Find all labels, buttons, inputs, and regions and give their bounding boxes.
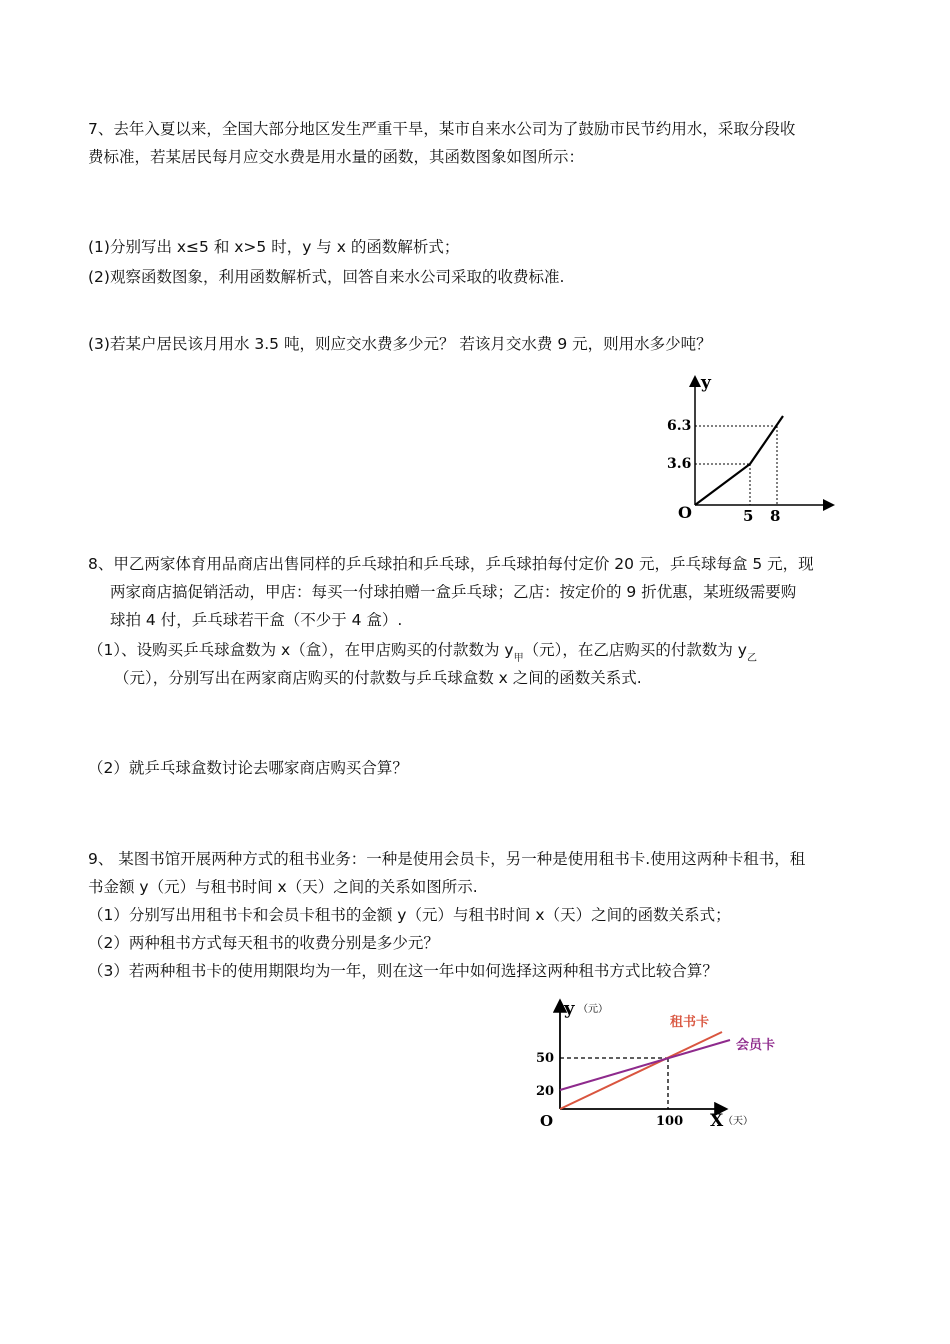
q7-part1: (1)分别写出 x≤5 和 x>5 时，y 与 x 的函数解析式；: [88, 238, 460, 256]
q7-stem-line2: 费标准，若某居民每月应交水费是用水量的函数，其函数图象如图所示：: [88, 148, 585, 166]
q7-part2: (2)观察函数图象，利用函数解析式，回答自来水公司采取的收费标准.: [88, 268, 565, 286]
q9-label-rental-card: 租书卡: [670, 1015, 710, 1030]
q9-ytick-50: 50: [536, 1051, 555, 1066]
q8-stem-line2: 两家商店搞促销活动，甲店：每买一付球拍赠一盒乒乓球；乙店：按定价的 9 折优惠，某班级需要购: [110, 583, 797, 601]
q9-line-rental-card: [560, 1032, 722, 1109]
q8-subscript-yi: 乙: [746, 653, 757, 664]
q9-part3: （3）若两种租书卡的使用期限均为一年，则在这一年中如何选择这两种租书方式比较合算？: [88, 962, 718, 980]
q7-water-fee-graph: [660, 368, 850, 528]
q8-part1-cont: （元），分别写出在两家商店购买的付款数与乒乓球盒数 x 之间的函数关系式.: [114, 669, 642, 687]
q9-part1: （1）分别写出用租书卡和会员卡租书的金额 y（元）与租书时间 x（天）之间的函数关系式；: [88, 906, 731, 924]
q9-line-member-card: [560, 1040, 730, 1090]
q9-stem-line1: 9、 某图书馆开展两种方式的租书业务：一种是使用会员卡，另一种是使用租书卡.使用这两种卡租书，租: [88, 850, 806, 868]
q8-stem-line1: 8、甲乙两家体育用品商店出售同样的乒乓球拍和乒乓球，乒乓球拍每付定价 20 元，乒乓球每盒 5 元，现: [88, 555, 814, 573]
q7-origin-label: O: [678, 503, 692, 522]
q7-ytick-6.3: 6.3: [667, 418, 692, 434]
q7-xtick-8: 8: [770, 507, 781, 525]
q8-subscript-jia: 甲: [513, 653, 524, 664]
q8-part1: [88, 639, 757, 664]
q8-part1-text-b: （元），在乙店购买的付款数为 y: [523, 641, 747, 659]
q9-x-label: X: [710, 1111, 724, 1131]
q9-xtick-100: 100: [656, 1114, 684, 1129]
q9-part2: （2）两种租书方式每天租书的收费分别是多少元？: [88, 934, 439, 952]
q8-part2: （2）就乒乓球盒数讨论去哪家商店购买合算？: [88, 759, 408, 777]
q7-xtick-5: 5: [743, 507, 754, 525]
q9-origin-label: O: [540, 1112, 554, 1130]
q7-ytick-3.6: 3.6: [667, 456, 692, 472]
q9-stem-line2: 书金额 y（元）与租书时间 x（天）之间的关系如图所示.: [88, 878, 478, 896]
q7-stem-line1: 7、去年入夏以来，全国大部分地区发生严重干旱，某市自来水公司为了鼓励市民节约用水，采取分段收: [88, 120, 796, 138]
q8-stem-line3: 球拍 4 付，乒乓球若干盒（不少于 4 盒）.: [110, 611, 403, 629]
q9-ytick-20: 20: [536, 1084, 555, 1099]
q9-rental-graph: [530, 994, 800, 1134]
q7-function-line: [695, 416, 783, 505]
q9-x-unit: （天）: [723, 1116, 753, 1127]
q7-part3: (3)若某户居民该月用水 3.5 吨，则应交水费多少元？ 若该月交水费 9 元，则用水多少吨？: [88, 335, 712, 353]
q7-y-label: y: [701, 373, 711, 393]
q9-label-member-card: 会员卡: [736, 1038, 776, 1053]
q9-y-unit: （元）: [578, 1004, 608, 1015]
q8-part1-text-a: （1）、设购买乒乓球盒数为 x（盒），在甲店购买的付款数为 y: [88, 641, 514, 659]
q9-y-label: y: [564, 998, 575, 1019]
